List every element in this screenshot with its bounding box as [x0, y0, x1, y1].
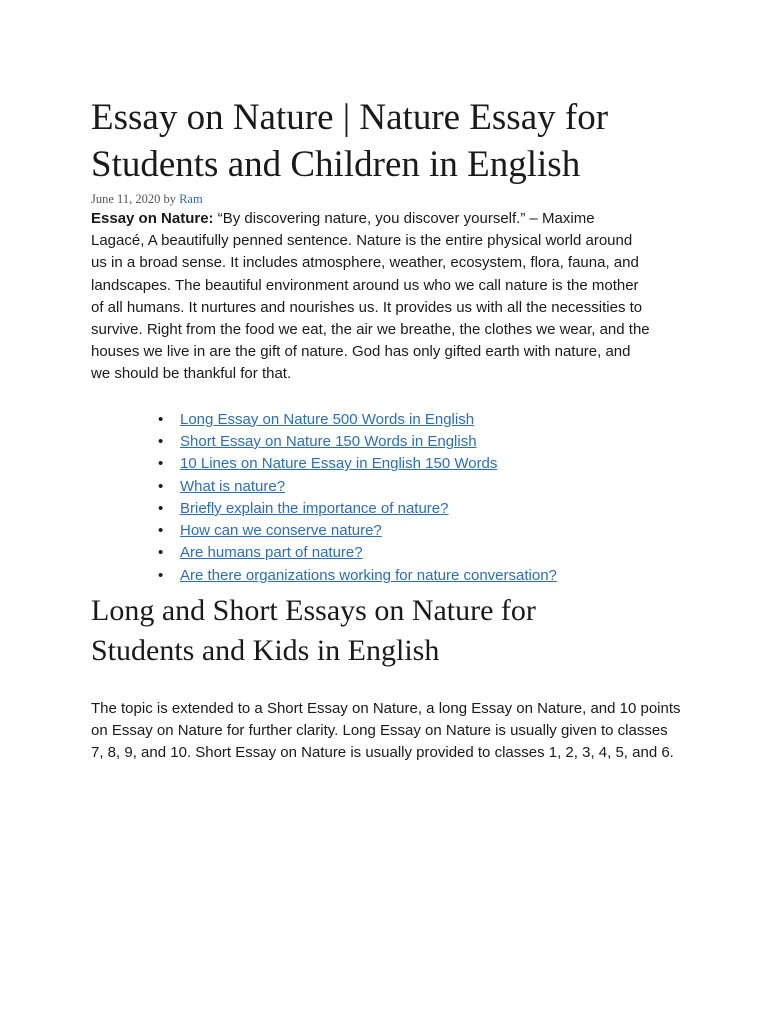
- toc-link-humans-part[interactable]: Are humans part of nature?: [180, 544, 363, 562]
- toc-item: [158, 542, 691, 564]
- bullet-icon: •: [158, 499, 164, 517]
- bullet-icon: •: [158, 455, 164, 473]
- toc-item: [158, 476, 691, 498]
- toc-link-short-essay[interactable]: Short Essay on Nature 150 Words in English: [180, 432, 477, 450]
- toc-link-organizations[interactable]: Are there organizations working for nature conversation?: [180, 566, 557, 584]
- toc-item: [158, 453, 691, 475]
- section-heading: [91, 591, 691, 671]
- intro-lead: Essay on Nature:: [91, 210, 214, 227]
- bullet-icon: •: [158, 432, 164, 450]
- toc-link-importance[interactable]: Briefly explain the importance of nature?: [180, 499, 449, 517]
- by-label: by: [163, 192, 176, 206]
- page-title: [91, 94, 691, 188]
- intro-paragraph: [91, 208, 651, 386]
- section-heading-line-1: Long and Short Essays on Nature for: [91, 594, 536, 627]
- intro-text: “By discovering nature, you discover yourself.” – Maxime Lagacé, A beautifully penned sentence. Nature is the entire physical world around us in a broad sense. It includes atmosphere, weather, ecosystem, flora, fauna, and landscapes. The beautiful environment around us who we call nature is the mother of all humans. It nurtures and nourishes us. It provides us with all the necessities to survive. Right from the food we eat, the air we breathe, the clothes we wear, and the houses we live in are the gift of nature. God has only gifted earth with nature, and we should be thankful for that.: [91, 210, 650, 383]
- toc-item: [158, 565, 691, 587]
- toc-link-conserve[interactable]: How can we conserve nature?: [180, 522, 382, 540]
- article: [91, 94, 691, 765]
- post-date: June 11, 2020: [91, 192, 161, 206]
- toc-link-what-is-nature[interactable]: What is nature?: [180, 477, 286, 495]
- toc-item: [158, 520, 691, 542]
- post-meta: [91, 191, 691, 207]
- section-heading-line-2: Students and Kids in English: [91, 634, 440, 667]
- author-link[interactable]: Ram: [179, 192, 203, 206]
- section-paragraph: The topic is extended to a Short Essay on Nature, a long Essay on Nature, and 10 points on Essay on Nature for further clarity. Long Essay on Nature is usually given to classes 7, 8, 9, and 10. Short Essay on Nature is usually provided to classes 1, 2, 3, 4, 5, and 6.: [91, 700, 681, 762]
- page-title-line-2: Students and Children in English: [91, 144, 581, 185]
- toc-link-long-essay[interactable]: Long Essay on Nature 500 Words in English: [180, 410, 475, 428]
- page-title-line-1: Essay on Nature | Nature Essay for: [91, 97, 609, 138]
- bullet-icon: •: [158, 477, 164, 495]
- toc-item: [158, 431, 691, 453]
- bullet-icon: •: [158, 522, 164, 540]
- toc-item: [158, 498, 691, 520]
- toc-item: [158, 409, 691, 431]
- bullet-icon: •: [158, 566, 164, 584]
- table-of-contents: [91, 409, 691, 587]
- bullet-icon: •: [158, 544, 164, 562]
- toc-link-10-lines[interactable]: 10 Lines on Nature Essay in English 150 Words: [180, 455, 498, 473]
- bullet-icon: •: [158, 410, 164, 428]
